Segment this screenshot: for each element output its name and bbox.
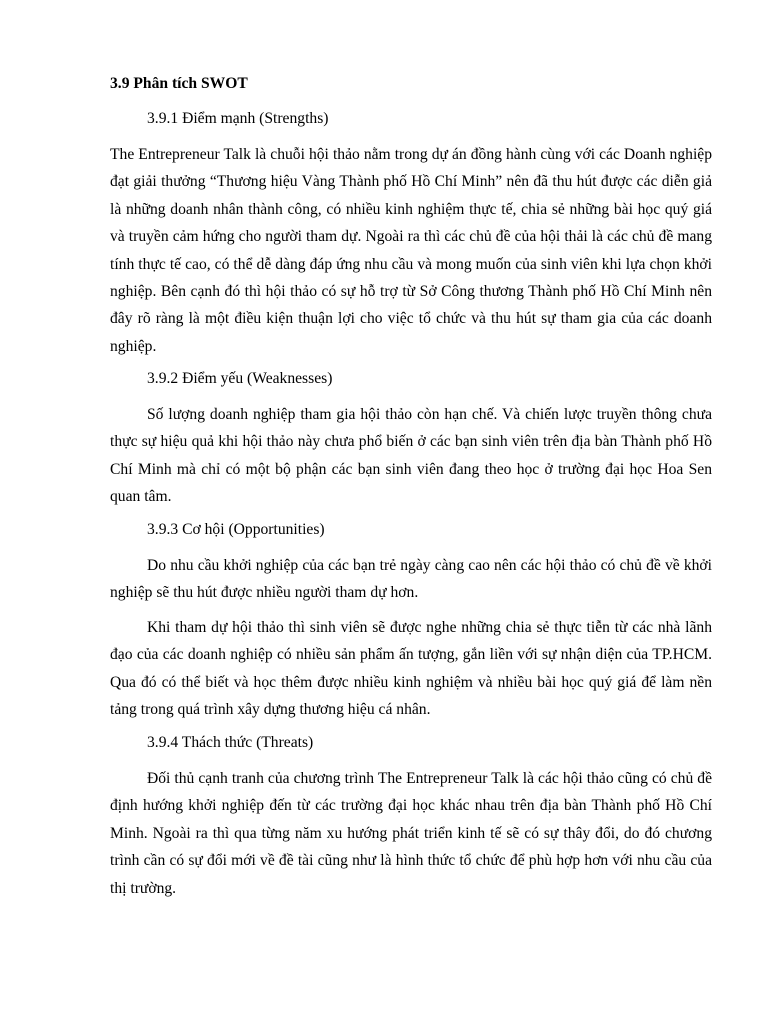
opportunities-title: 3.9.3 Cơ hội (Opportunities) — [147, 521, 325, 538]
weaknesses-paragraph: Số lượng doanh nghiệp tham gia hội thảo còn hạn chế. Và chiến lược truyền thông chưa thực sự hiệu quả khi hội thảo này chưa phổ biến ở các bạn sinh viên trên địa bàn Thành phố Hồ Chí Minh mà chỉ có một bộ phận các bạn sinh viên đang theo học ở trường đại học Hoa Sen quan tâm. — [110, 406, 712, 506]
weaknesses-title: 3.9.2 Điểm yếu (Weaknesses) — [147, 370, 333, 387]
opportunities-paragraph-2: Khi tham dự hội thảo thì sinh viên sẽ được nghe những chia sẻ thực tiễn từ các nhà lãnh đạo của các doanh nghiệp có nhiều sản phẩm ấn tượng, gắn liền với sự nhận diện của TP.HCM. Qua đó có thể biết và học thêm được nhiều kinh nghiệm và nhiều bài học quý giá để làm nền tảng trong quá trình xây dựng thương hiệu cá nhân. — [110, 619, 712, 719]
opportunities-paragraph-1: Do nhu cầu khởi nghiệp của các bạn trẻ ngày càng cao nên các hội thảo có chủ đề về khởi nghiệp sẽ thu hút được nhiều người tham dự hơn. — [110, 557, 712, 602]
section-heading: 3.9 Phân tích SWOT — [110, 75, 248, 92]
threats-title: 3.9.4 Thách thức (Threats) — [147, 734, 314, 751]
strengths-paragraph: The Entrepreneur Talk là chuỗi hội thảo nằm trong dự án đồng hành cùng với các Doanh nghiệp đạt giải thưởng “Thương hiệu Vàng Thành phố Hồ Chí Minh” nên đã thu hút được các diễn giả là những doanh nhân thành công, có nhiều kinh nghiệm thực tế, chia sẻ những bài học quý giá và truyền cảm hứng cho người tham dự. Ngoài ra thì các chủ đề của hội thải là các chủ đề mang tính thực tế cao, có thể dễ dàng đáp ứng nhu cầu và mong muốn của sinh viên khi lựa chọn khởi nghiệp. Bên cạnh đó thì hội thảo có sự hỗ trợ từ Sở Công thương Thành phố Hồ Chí Minh nên đây rõ ràng là một điều kiện thuận lợi cho việc tổ chức và thu hút sự tham gia của các doanh nghiệp. — [110, 146, 712, 355]
strengths-title: 3.9.1 Điểm mạnh (Strengths) — [147, 110, 329, 127]
threats-paragraph: Đối thủ cạnh tranh của chương trình The Entrepreneur Talk là các hội thảo cũng có chủ đề định hướng khởi nghiệp đến từ các trường đại học khác nhau trên địa bàn Thành phố Hồ Chí Minh. Ngoài ra thì qua từng năm xu hướng phát triển kinh tế sẽ có sự thây đổi, do đó chương trình cần có sự đổi mới về đề tài cũng như là hình thức tổ chức để phù hợp hơn với nhu cầu của thị trường. — [110, 770, 712, 897]
